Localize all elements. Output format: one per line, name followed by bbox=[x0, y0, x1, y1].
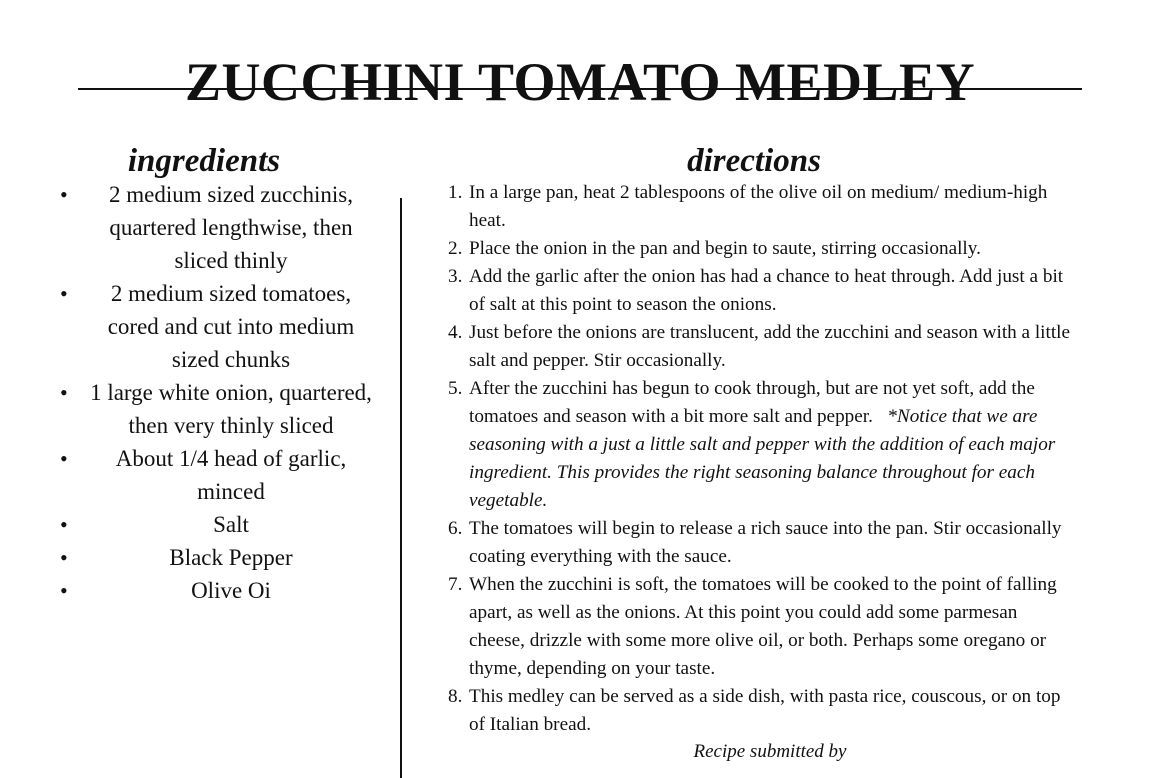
ingredient-text: 2 medium sized tomatoes, cored and cut into medium sized chunks bbox=[107, 281, 355, 372]
ingredient-item bbox=[60, 277, 380, 376]
step-text: The tomatoes will begin to release a rich sauce into the pan. Stir occasionally coating everything with the sauce. bbox=[469, 518, 1062, 567]
step-text: Place the onion in the pan and begin to saute, stirring occasionally. bbox=[469, 238, 981, 259]
bullet-icon: • bbox=[60, 281, 68, 306]
step-text: Just before the onions are translucent, add the zucchini and season with a little salt and pepper. Stir occasionally. bbox=[469, 322, 1071, 371]
ingredient-item bbox=[60, 541, 380, 574]
page-title: ZUCCHINI TOMATO MEDLEY bbox=[184, 52, 976, 113]
step-text: After the zucchini has begun to cook through, but are not yet soft, add the tomatoes and season with a bit more salt and pepper. bbox=[469, 378, 1035, 427]
ingredient-item bbox=[60, 574, 380, 607]
step-text: This medley can be served as a side dish, with pasta rice, couscous, or on top of Italian bread. bbox=[469, 686, 1061, 735]
ingredient-text: Olive Oi bbox=[191, 578, 271, 603]
ingredient-item bbox=[60, 442, 380, 508]
bullet-icon: • bbox=[60, 182, 68, 207]
ingredient-item bbox=[60, 376, 380, 442]
step-number: 6. bbox=[448, 518, 463, 539]
ingredient-text: 1 large white onion, quartered, then very thinly sliced bbox=[90, 380, 372, 438]
step-number: 2. bbox=[448, 238, 463, 259]
step-text: When the zucchini is soft, the tomatoes will be cooked to the point of falling apart, as well as the onions. At this point you could add some parmesan cheese, drizzle with some more olive oil, or both. Perhaps some oregano or thyme, depending on your taste. bbox=[469, 574, 1057, 679]
step-number: 7. bbox=[448, 574, 463, 595]
direction-step bbox=[448, 319, 1078, 375]
bullet-icon: • bbox=[60, 380, 68, 405]
column-divider bbox=[400, 198, 402, 778]
ingredient-text: Salt bbox=[213, 512, 249, 537]
directions-heading: directions bbox=[687, 143, 821, 180]
direction-step bbox=[448, 571, 1078, 683]
ingredient-text: About 1/4 head of garlic, minced bbox=[115, 446, 347, 504]
recipe-credit: Recipe submitted by bbox=[693, 741, 847, 762]
direction-step bbox=[448, 263, 1078, 319]
direction-step bbox=[448, 375, 1078, 515]
direction-step bbox=[448, 683, 1078, 739]
direction-step bbox=[448, 515, 1078, 571]
ingredient-text: 2 medium sized zucchinis, quartered lengthwise, then sliced thinly bbox=[109, 182, 353, 273]
ingredient-item bbox=[60, 508, 380, 541]
ingredients-heading: ingredients bbox=[127, 143, 281, 180]
step-text: In a large pan, heat 2 tablespoons of the olive oil on medium/ medium-high heat. bbox=[469, 182, 1048, 231]
ingredients-list bbox=[60, 178, 380, 607]
directions-list bbox=[448, 179, 1078, 739]
ingredient-item bbox=[60, 178, 380, 277]
step-number: 5. bbox=[448, 378, 463, 399]
step-note: *Notice that we are seasoning with a just a little salt and pepper with the addition of each major ingredient. This provides the right seasoning balance throughout for each vegetable. bbox=[469, 406, 1056, 511]
bullet-icon: • bbox=[60, 545, 68, 570]
bullet-icon: • bbox=[60, 512, 68, 537]
step-number: 4. bbox=[448, 322, 463, 343]
step-number: 1. bbox=[448, 182, 463, 203]
direction-step bbox=[448, 235, 1078, 263]
direction-step bbox=[448, 179, 1078, 235]
title-divider bbox=[78, 88, 1082, 90]
step-number: 8. bbox=[448, 686, 463, 707]
bullet-icon: • bbox=[60, 578, 68, 603]
bullet-icon: • bbox=[60, 446, 68, 471]
step-text: Add the garlic after the onion has had a chance to heat through. Add just a bit of salt at this point to season the onions. bbox=[469, 266, 1064, 315]
step-number: 3. bbox=[448, 266, 463, 287]
ingredient-text: Black Pepper bbox=[169, 545, 293, 570]
